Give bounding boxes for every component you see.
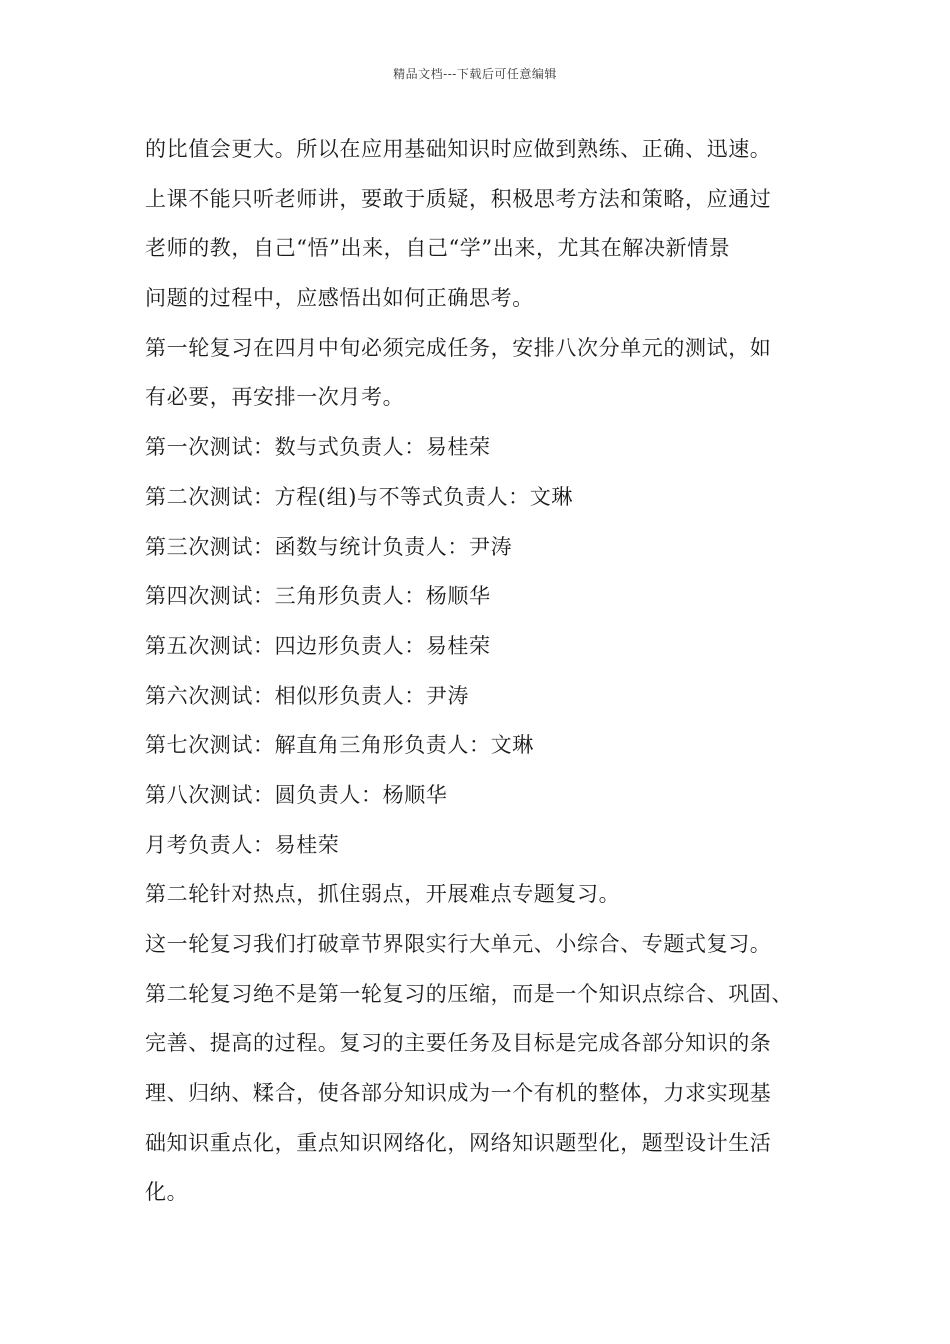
test-schedule-item: 第四次测试：三角形负责人：杨顺华 [145,584,491,609]
test-schedule-item: 第二次测试：方程(组)与不等式负责人：文琳 [145,484,573,509]
text-line: 理、归纳、糅合，使各部分知识成为一个有机的整体，力求实现基 [145,1081,772,1106]
text-line: 有必要，再安排一次月考。 [145,385,405,410]
test-schedule-item: 第五次测试：四边形负责人：易桂荣 [145,633,491,658]
text-line: 础知识重点化，重点知识网络化，网络知识题型化，题型设计生活 [145,1130,772,1155]
test-schedule-item: 第七次测试：解直角三角形负责人：文琳 [145,733,534,758]
text-line: 问题的过程中，应感悟出如何正确思考。 [145,286,534,311]
test-schedule-item: 第三次测试：函数与统计负责人：尹涛 [145,534,513,559]
text-line: 完善、提高的过程。复习的主要任务及目标是完成各部分知识的条 [145,1031,772,1056]
text-line: 上课不能只听老师讲，要敢于质疑，积极思考方法和策略，应通过 [145,186,772,211]
text-line: 这一轮复习我们打破章节界限实行大单元、小综合、专题式复习。 [145,932,772,956]
test-schedule-item: 第八次测试：圆负责人：杨顺华 [145,782,448,807]
test-schedule-item: 月考负责人：易桂荣 [145,832,340,857]
text-line: 的比值会更大。所以在应用基础知识时应做到熟练、正确、迅速。 [145,137,772,161]
page-header: 精品文档---下载后可任意编辑 [393,67,557,81]
test-schedule-item: 第一次测试：数与式负责人：易桂荣 [145,435,491,460]
document-body [145,125,835,1218]
text-line: 化。 [145,1180,189,1205]
text-line: 老师的教，自己“悟”出来，自己“学”出来，尤其在解决新情景 [145,236,731,261]
test-schedule-item: 第六次测试：相似形负责人：尹涛 [145,683,469,708]
text-line: 第二轮针对热点，抓住弱点，开展难点专题复习。 [145,882,621,907]
text-line: 第一轮复习在四月中旬必须完成任务，安排八次分单元的测试，如 [145,335,772,360]
text-line: 第二轮复习绝不是第一轮复习的压缩，而是一个知识点综合、巩固、 [145,981,793,1006]
